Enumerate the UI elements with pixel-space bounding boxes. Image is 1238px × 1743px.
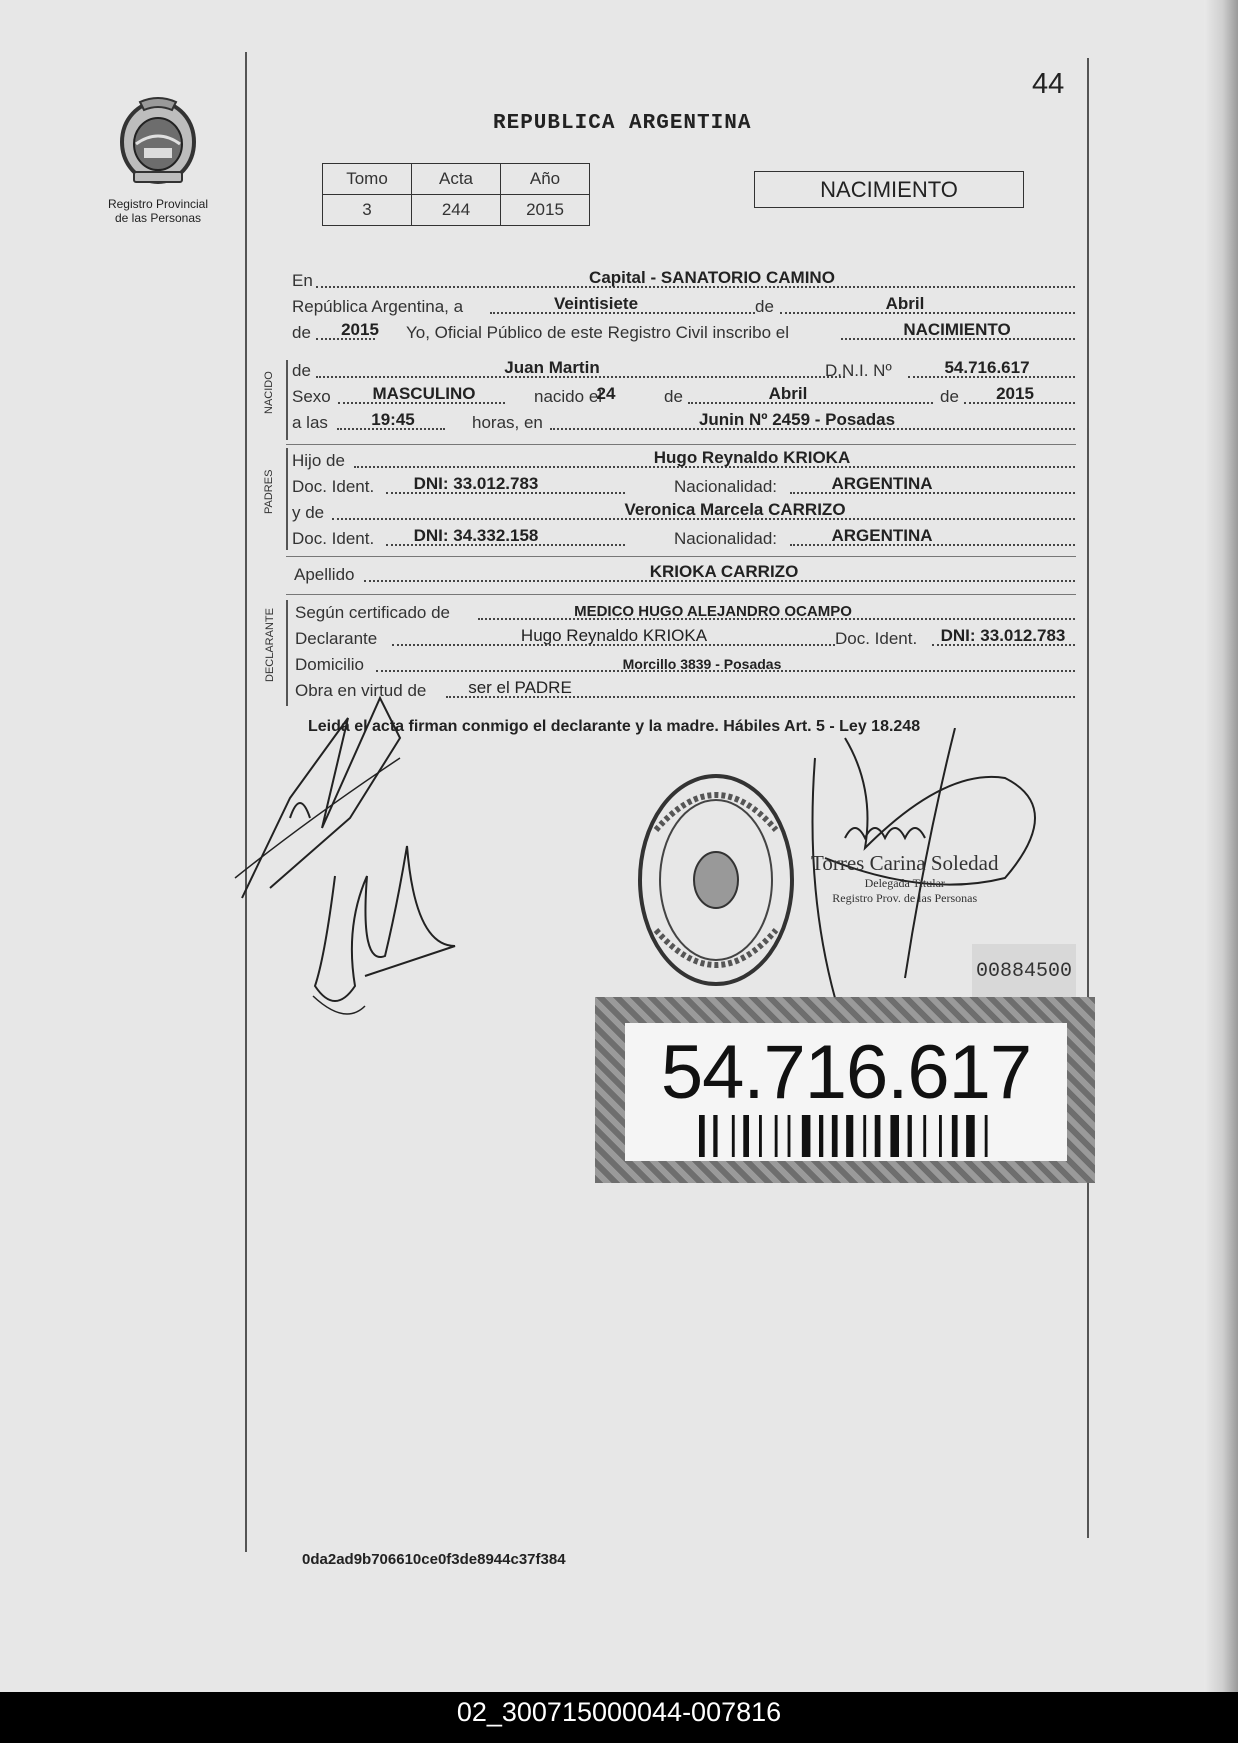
a-las-label: a las [292, 413, 328, 432]
padres-line-father-doc [292, 472, 1075, 499]
child-dni: 54.716.617 [944, 358, 1030, 377]
nacido-line-time [292, 408, 1075, 435]
right-margin-line [1087, 58, 1089, 1538]
acta-type-box: NACIMIENTO [754, 171, 1024, 208]
hijo-de-label: Hijo de [292, 451, 345, 470]
barcode-icon [699, 1115, 999, 1157]
mother-signature-icon [305, 836, 470, 1036]
registry-logo [103, 92, 213, 225]
birth-time: 19:45 [371, 410, 415, 429]
section-separator [286, 556, 1076, 557]
certificate-issuer: MEDICO HUGO ALEJANDRO OCAMPO [574, 603, 852, 620]
declarant-doc: DNI: 33.012.783 [940, 626, 1066, 645]
official-office: Registro Prov. de las Personas [832, 891, 978, 905]
declarant-name: Hugo Reynaldo KRIOKA [520, 626, 708, 645]
dotted-fill [688, 402, 933, 404]
scan-footer-code: 02_300715000044-007816 [456, 1697, 782, 1727]
intro-line-officer [292, 318, 1075, 345]
place-of-registration: Capital - SANATORIO CAMINO [589, 268, 835, 287]
page-edge-shadow [1204, 0, 1238, 1692]
certificado-label: Según certificado de [295, 603, 450, 622]
mother-name: Veronica Marcela CARRIZO [624, 500, 846, 519]
official-name: Torres Carina Soledad [811, 851, 999, 875]
birth-month: Abril [768, 384, 808, 403]
domicilio-label: Domicilio [295, 655, 364, 674]
padres-section-bar [286, 448, 288, 550]
country-label: República Argentina, a [292, 297, 464, 316]
declarante-line-name [292, 624, 1075, 651]
birth-place: Junin Nº 2459 - Posadas [698, 410, 896, 429]
section-separator [286, 594, 1076, 595]
registry-header-ano: Año [501, 164, 590, 195]
doc-ident-label: Doc. Ident. [835, 629, 918, 648]
padres-line-mother-doc [292, 524, 1075, 551]
apellido-label: Apellido [294, 565, 355, 584]
page-number: 44 [1032, 68, 1065, 100]
logo-caption-line1: Registro Provincial [107, 197, 209, 211]
dotted-fill [780, 312, 1075, 314]
de-label: de [292, 361, 311, 380]
document-hash: 0da2ad9b706610ce0f3de8944c37f384 [302, 1551, 566, 1568]
nacido-section-bar [286, 360, 288, 440]
registry-value-acta: 244 [412, 195, 501, 226]
misiones-emblem-icon [110, 92, 206, 188]
mother-nationality: ARGENTINA [831, 526, 933, 545]
declarante-section-label: DECLARANTE [264, 608, 276, 682]
doc-ident-label: Doc. Ident. [292, 529, 375, 548]
logo-caption-line2: de las Personas [114, 211, 202, 225]
child-given-name: Juan Martin [504, 358, 600, 377]
mother-doc: DNI: 34.332.158 [413, 526, 539, 545]
de-label: de [664, 387, 683, 406]
birth-day: 24 [596, 384, 616, 403]
dni-label-number: 54.716.617 [660, 1030, 1032, 1115]
official-block [811, 851, 998, 906]
section-separator [286, 444, 1076, 445]
nacionalidad-label: Nacionalidad: [674, 477, 778, 496]
apellido-line [292, 560, 1075, 587]
intro-line-en [292, 266, 1075, 293]
registry-value-ano: 2015 [501, 195, 590, 226]
serial-number: 00884500 [972, 944, 1076, 1000]
nacido-el-label: nacido el [534, 387, 603, 406]
declarant-relation: ser el PADRE [468, 678, 572, 697]
month-value: Abril [885, 294, 925, 313]
father-doc: DNI: 33.012.783 [413, 474, 539, 493]
sexo-value: MASCULINO [372, 384, 476, 403]
father-name: Hugo Reynaldo KRIOKA [653, 448, 851, 467]
registry-header-acta: Acta [412, 164, 501, 195]
registry-value-tomo: 3 [323, 195, 412, 226]
declarante-line-domicilio [292, 650, 1075, 677]
padres-line-mother [292, 498, 1075, 525]
padres-section-label: PADRES [263, 469, 275, 514]
registry-table [322, 163, 590, 226]
de-label-2: de [292, 323, 311, 342]
nacido-line-birth [292, 382, 1075, 409]
declarant-address: Morcillo 3839 - Posadas [622, 656, 782, 672]
de-label: de [940, 387, 959, 406]
day-value: Veintisiete [553, 294, 639, 313]
apellido-value: KRIOKA CARRIZO [649, 562, 799, 581]
closing-statement: Leida el acta firman conmigo el declarante y la madre. Hábiles Art. 5 - Ley 18.248 [308, 718, 921, 735]
document-title: REPUBLICA ARGENTINA [493, 112, 752, 135]
birth-year: 2015 [996, 384, 1034, 403]
de-label: de [755, 297, 774, 316]
registry-header-tomo: Tomo [323, 164, 412, 195]
declarante-label: Declarante [295, 629, 378, 648]
official-stamp-icon [634, 770, 799, 990]
official-role: Delegada Titular [864, 876, 945, 890]
y-de-label: y de [292, 503, 325, 522]
padres-line-father [292, 446, 1075, 473]
declarante-line-cert [292, 598, 1075, 625]
intro-line-date [292, 292, 1075, 319]
sexo-label: Sexo [292, 387, 331, 406]
nacido-section-label: NACIDO [263, 371, 275, 414]
obra-en-virtud-label: Obra en virtud de [295, 681, 427, 700]
father-nationality: ARGENTINA [831, 474, 933, 493]
doc-ident-label: Doc. Ident. [292, 477, 375, 496]
nacido-line-name [292, 356, 1075, 383]
en-label: En [292, 271, 313, 290]
dni-label-inner [625, 1023, 1067, 1161]
nacionalidad-label: Nacionalidad: [674, 529, 778, 548]
year-value: 2015 [341, 320, 379, 339]
officer-text: Yo, Oficial Público de este Registro Civil inscribo el [406, 323, 789, 342]
event-value: NACIMIENTO [903, 320, 1011, 339]
horas-en-label: horas, en [472, 413, 543, 432]
dni-label: D.N.I. Nº [825, 361, 892, 380]
dni-label-sticker [595, 997, 1095, 1183]
